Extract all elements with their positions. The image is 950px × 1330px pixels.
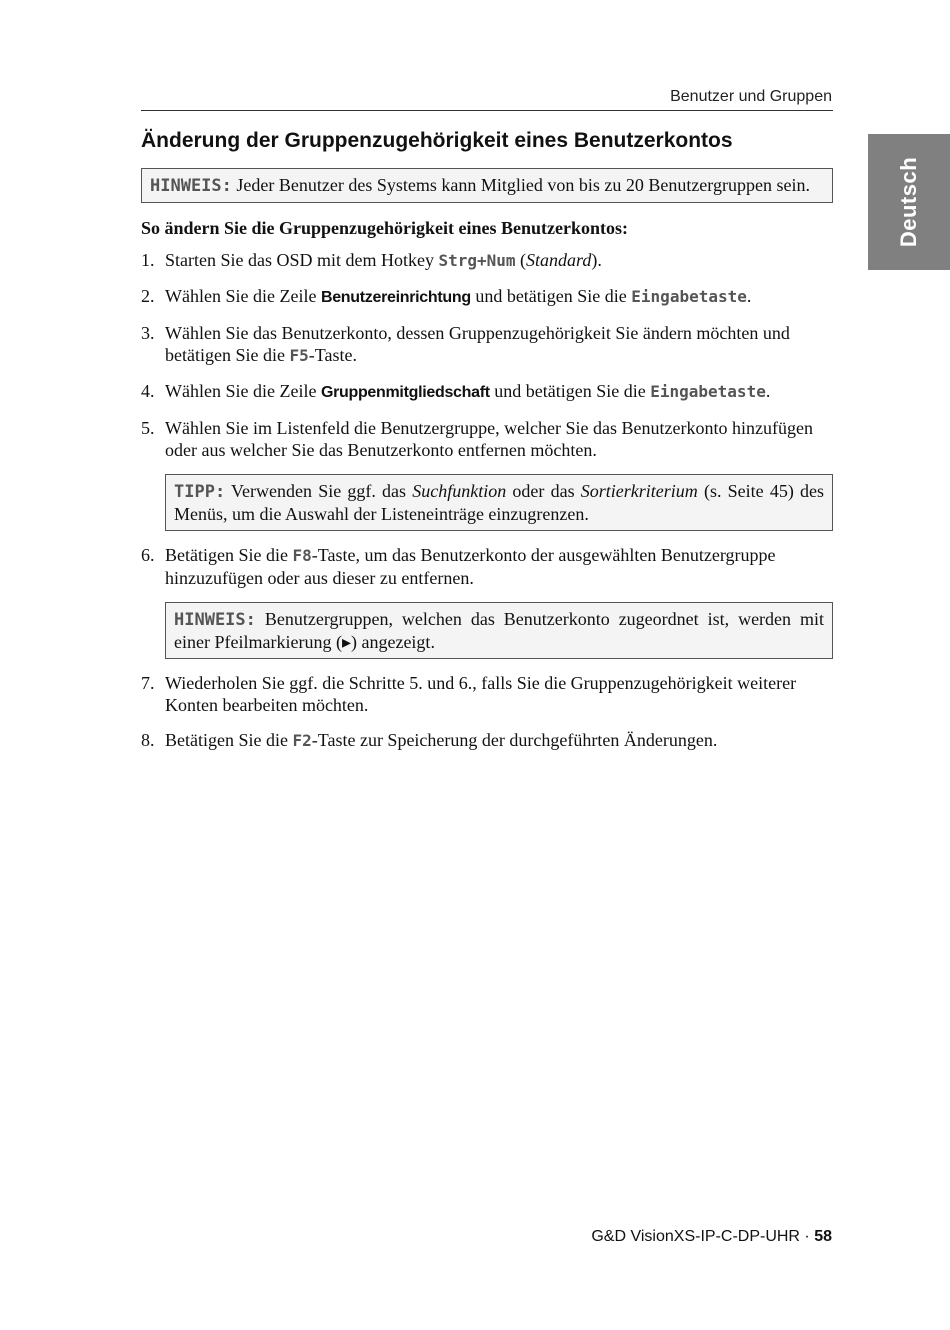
step-list [141,672,833,752]
page-number: 58 [814,1228,832,1245]
tip-text: Verwenden Sie ggf. das [225,481,413,501]
step-text: und betätigen Sie die [489,381,651,401]
step-text: Wählen Sie im Listenfeld die Benutzergruppe, welcher Sie das Benutzerkonto hinzufügen oder aus welcher Sie das Benutzerkonto entfernen möchten. [165,418,813,460]
step-list [141,249,833,461]
menu-field-label: Gruppenmitgliedschaft [320,384,490,401]
step-text: und betätigen Sie die [470,286,632,306]
tip-box [165,474,833,531]
page-footer [591,1228,832,1246]
step-number: 6. [141,545,155,565]
key-label: Eingabetaste [650,382,766,401]
step-text: Wählen Sie das Benutzerkonto, dessen Gruppenzugehörigkeit Sie ändern möchten und betätigen Sie die [165,323,790,365]
step-item [141,672,833,716]
step-text: -Taste. [308,345,357,365]
step-number: 3. [141,323,155,343]
page-title: Änderung der Gruppenzugehörigkeit eines Benutzerkontos [141,129,733,152]
step-text: Wählen Sie die Zeile [165,286,321,306]
step-item [141,285,833,309]
menu-field-label: Benutzereinrichtung [320,289,471,306]
tip-text: (s. Seite 45) des Menüs, um die Auswahl der Listeneinträge einzugrenzen. [174,481,824,524]
step-number: 4. [141,381,155,401]
tip-text: oder das [506,481,581,501]
step-text: -Taste, um das Benutzerkonto der ausgewählten Benutzergruppe hinzuzufügen oder aus dieser zu entfernen. [165,545,776,588]
note-text: Jeder Benutzer des Systems kann Mitglied von bis zu 20 Benutzergruppen sein. [231,175,810,195]
step-number: 2. [141,286,155,306]
step-number: 1. [141,250,155,270]
hotkey-label: Strg+Num [438,251,516,270]
step-item [141,417,833,461]
tip-emphasis: Suchfunktion [412,481,507,501]
step-item [141,729,833,752]
step-text: Starten Sie das OSD mit dem Hotkey [165,250,439,270]
step-number: 8. [141,730,155,750]
step-text: -Taste zur Speicherung der durchgeführten Änderungen. [311,730,718,750]
step-item [141,380,833,404]
footer-product: G&D VisionXS-IP-C-DP-UHR · [591,1228,815,1245]
step-emphasis: Standard [526,250,592,270]
arrow-marker-icon: ▸ [341,632,351,652]
step-text: Betätigen Sie die [165,730,293,750]
step-item [141,322,833,367]
step-text: ( [515,250,527,270]
step-text: . [746,286,752,306]
header-divider [141,110,833,111]
step-text: Wiederholen Sie ggf. die Schritte 5. und 6., falls Sie die Gruppenzugehörigkeit weiterer Konten bearbeiten möchten. [165,673,797,715]
note-label: HINWEIS: [174,610,256,630]
language-tab [868,134,950,270]
step-text: Betätigen Sie die [165,545,293,565]
procedure-heading: So ändern Sie die Gruppenzugehörigkeit eines Benutzerkontos: [141,218,629,238]
step-number: 5. [141,418,155,438]
step-list [141,544,833,589]
step-item [141,249,833,272]
step-text: ). [591,250,602,270]
note-box [141,168,833,203]
key-label: F5 [289,346,309,365]
tip-emphasis: Sortierkriterium [580,481,698,501]
running-header: Benutzer und Gruppen [670,88,832,105]
step-item [141,544,833,589]
note-label: HINWEIS: [150,176,232,196]
step-text: . [765,381,771,401]
step-number: 7. [141,673,155,693]
note-text: Benutzergruppen, welchen das Benutzerkonto zugeordnet ist, werden mit einer Pfeilmarkierung ( [174,609,824,652]
key-label: Eingabetaste [631,287,747,306]
step-text: Wählen Sie die Zeile [165,381,321,401]
key-label: F2 [292,731,312,750]
note-box [165,602,833,659]
language-tab-label: Deutsch [896,156,922,248]
key-label: F8 [292,546,312,565]
note-text: ) angezeigt. [350,632,435,652]
tip-label: TIPP: [174,482,226,502]
main-content [141,128,833,765]
